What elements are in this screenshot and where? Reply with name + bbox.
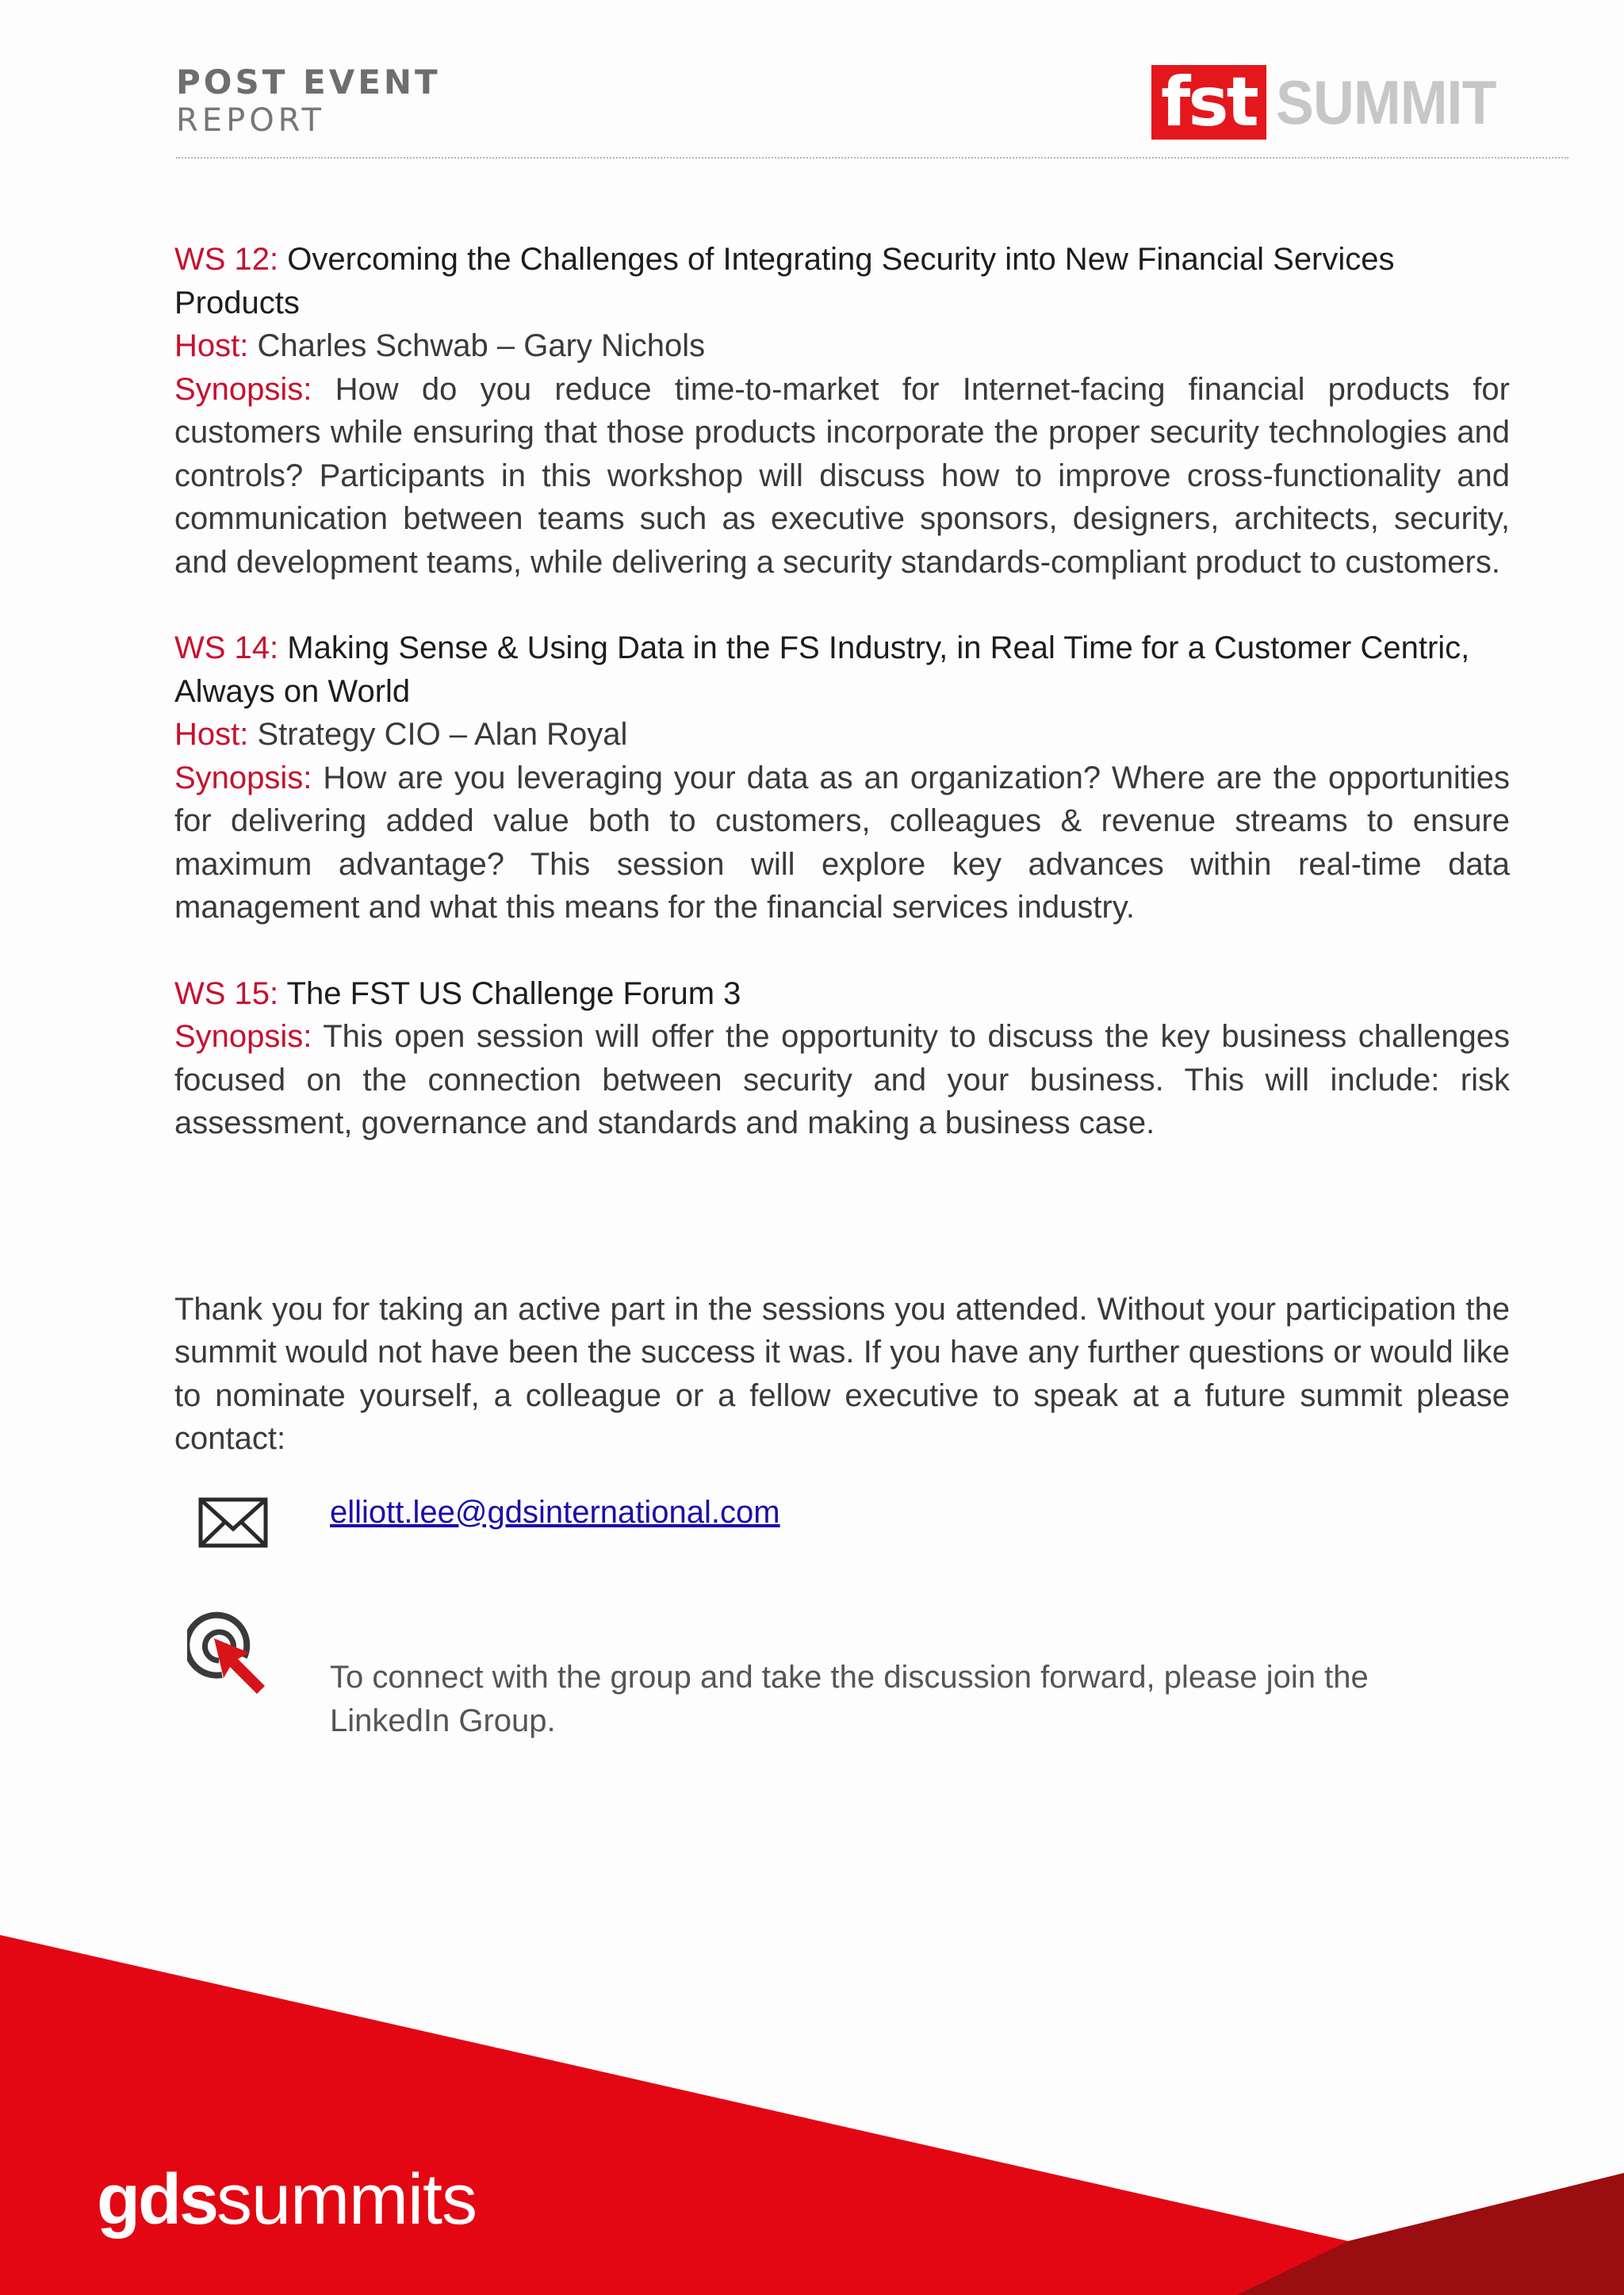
workshop-synopsis <box>174 368 1510 584</box>
synopsis-text: How are you leveraging your data as an organization? Where are the opportunities for delivering added value both to customers, colleagues & revenue streams to ensure maximum advantage? This session will explore key advances within real-time data management and what this means for the financial services industry. <box>174 760 1510 925</box>
brand-bold: gds <box>97 2160 217 2239</box>
workshop-title: Making Sense & Using Data in the FS Industry, in Real Time for a Customer Centric, Always on World <box>174 630 1470 709</box>
workshop-heading <box>174 238 1510 324</box>
report-title <box>176 63 441 140</box>
report-title-line1: POST EVENT <box>176 63 441 102</box>
workshop-ws14 <box>174 626 1510 929</box>
linkedin-group-text[interactable]: To connect with the group and take the discussion forward, please join the LinkedIn Group. <box>330 1660 1369 1738</box>
host-label: Host: <box>174 328 249 363</box>
logo-fst-box: fst <box>1151 65 1266 140</box>
workshop-code: WS 12: <box>174 242 279 277</box>
report-title-line2: REPORT <box>176 102 325 139</box>
brand-light: summits <box>216 2160 477 2239</box>
fst-summit-logo <box>1151 65 1515 140</box>
gds-summits-logo <box>97 2160 477 2239</box>
email-link[interactable]: elliott.lee@gdsinternational.com <box>330 1495 780 1530</box>
footer-red-band <box>0 1935 1624 2295</box>
workshop-heading <box>174 626 1510 713</box>
click-target-icon[interactable] <box>187 1610 298 1717</box>
workshop-title: Overcoming the Challenges of Integrating Security into New Financial Services Products <box>174 242 1395 320</box>
host-name: Charles Schwab – Gary Nichols <box>257 328 706 363</box>
workshop-synopsis <box>174 1015 1510 1145</box>
workshop-host <box>174 324 1510 368</box>
workshop-ws15 <box>174 972 1510 1145</box>
workshop-host <box>174 713 1510 757</box>
workshop-synopsis <box>174 757 1510 929</box>
host-name: Strategy CIO – Alan Royal <box>257 717 628 752</box>
workshop-title: The FST US Challenge Forum 3 <box>286 975 741 1011</box>
email-contact-row <box>174 1491 1522 1554</box>
synopsis-text: This open session will offer the opportunity to discuss the key business challenges focused on the connection between security and your business. This will include: risk assessment, governance and standards and making a business case. <box>174 1019 1511 1140</box>
synopsis-label: Synopsis: <box>174 371 312 407</box>
synopsis-label: Synopsis: <box>174 760 312 795</box>
envelope-icon <box>198 1497 268 1552</box>
synopsis-text: How do you reduce time-to-market for Internet-facing financial products for customers while ensuring that those products incorporate the proper security technologies and controls? Participants in this workshop will discuss how to improve cross-functionality and communication between teams such as executive sponsors, designers, architects, security, and development teams, while delivering a security standards-compliant product to customers. <box>174 371 1510 580</box>
workshop-code: WS 14: <box>174 630 279 665</box>
workshop-heading <box>174 972 1510 1016</box>
synopsis-label: Synopsis: <box>174 1019 312 1054</box>
workshop-ws12 <box>174 238 1510 584</box>
workshop-code: WS 15: <box>174 975 279 1011</box>
report-content <box>174 238 1510 1492</box>
thank-you-paragraph: Thank you for taking an active part in the sessions you attended. Without your participation the summit would not have been the success it was. If you have any further questions or would like to nominate yourself, a colleague or a fellow executive to speak at a future summit please contact: <box>174 1291 1510 1456</box>
header-divider <box>176 157 1568 159</box>
host-label: Host: <box>174 717 249 752</box>
logo-summit-word: SUMMIT <box>1275 67 1496 137</box>
